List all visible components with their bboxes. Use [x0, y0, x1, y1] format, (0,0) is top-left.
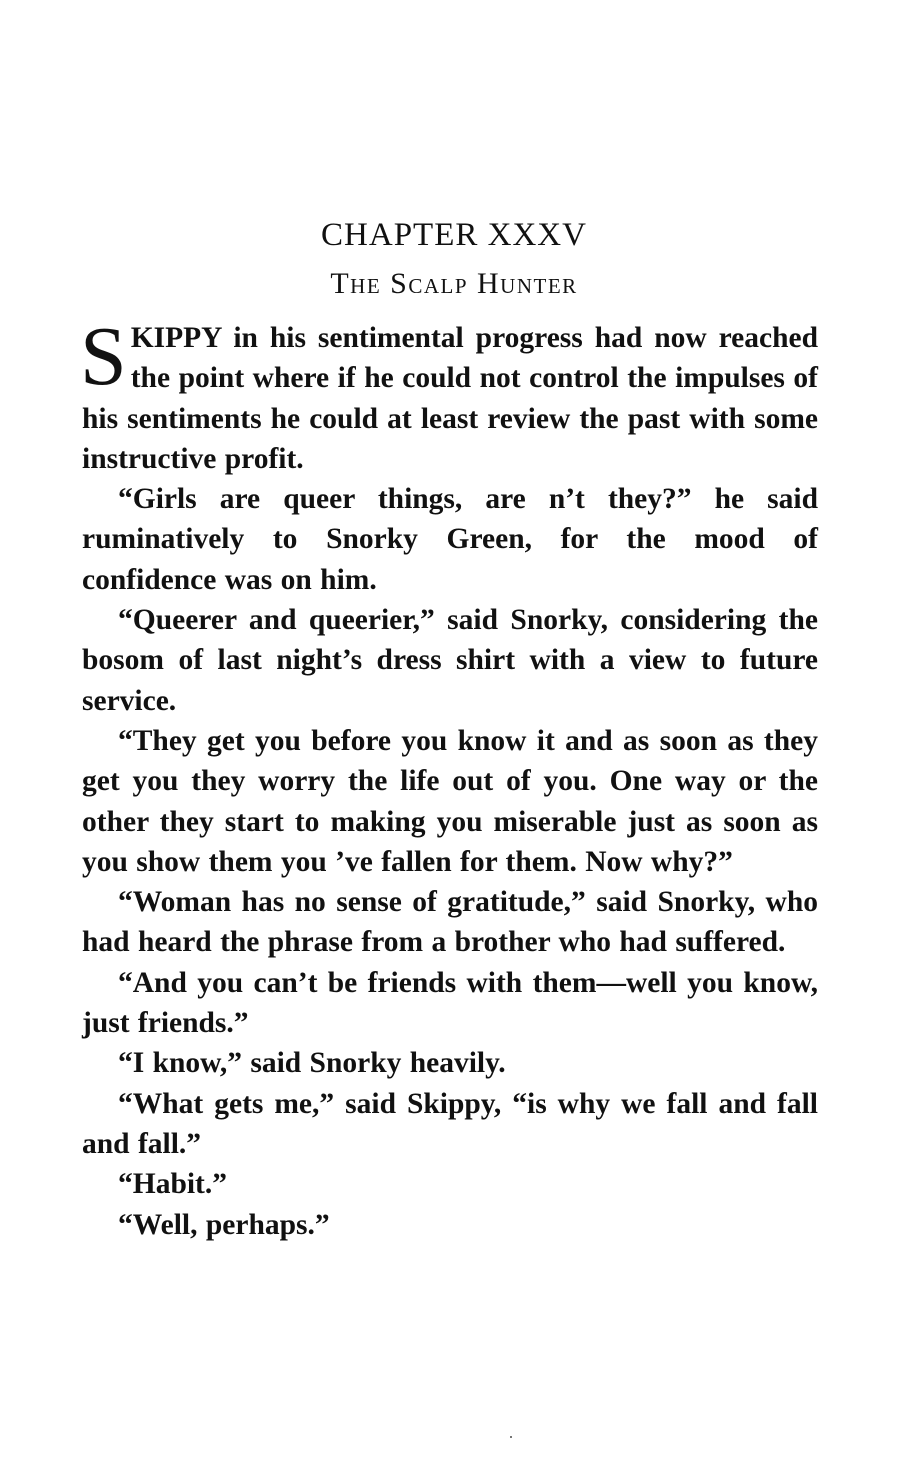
paragraph-7: “I know,” said Snorky heavily.: [118, 1047, 506, 1080]
paragraph-4: “They get you before you know it and as soon as they get you they worry the life out of you. One way or the other they start to making you miserable just as soon as you show them you ’ve fallen for them. Now why?”: [82, 724, 818, 878]
paragraph-1: [80, 310, 818, 479]
paragraph-9: “Habit.”: [118, 1168, 227, 1201]
paragraph-2: “Girls are queer things, are n’t they?” he said ruminatively to Snorky Green, for the mood of confidence was on him.: [82, 483, 818, 596]
chapter-title: The Scalp Hunter: [330, 267, 578, 300]
paragraph-8: “What gets me,” said Skippy, “is why we fall and fall and fall.”: [82, 1087, 818, 1160]
book-page: [82, 210, 818, 1245]
chapter-number: CHAPTER XXXV: [321, 217, 587, 253]
paragraph-6: “And you can’t be friends with them—well you know, just friends.”: [82, 966, 818, 1040]
chapter-body: [80, 310, 818, 1245]
paragraph-1-text: KIPPY in his sentimental progress had now reached the point where if he could not control the impulses of his sentiments he could at least review the past with some instructive profit.: [82, 322, 818, 475]
paragraph-3: “Queerer and queerier,” said Snorky, considering the bosom of last night’s dress shirt with a view to future service.: [82, 604, 818, 717]
paragraph-10: “Well, perhaps.”: [118, 1208, 330, 1241]
print-speck: [510, 1436, 512, 1438]
paragraph-5: “Woman has no sense of gratitude,” said Snorky, who had heard the phrase from a brother who had suffered.: [82, 886, 818, 959]
drop-cap: S: [80, 310, 127, 403]
